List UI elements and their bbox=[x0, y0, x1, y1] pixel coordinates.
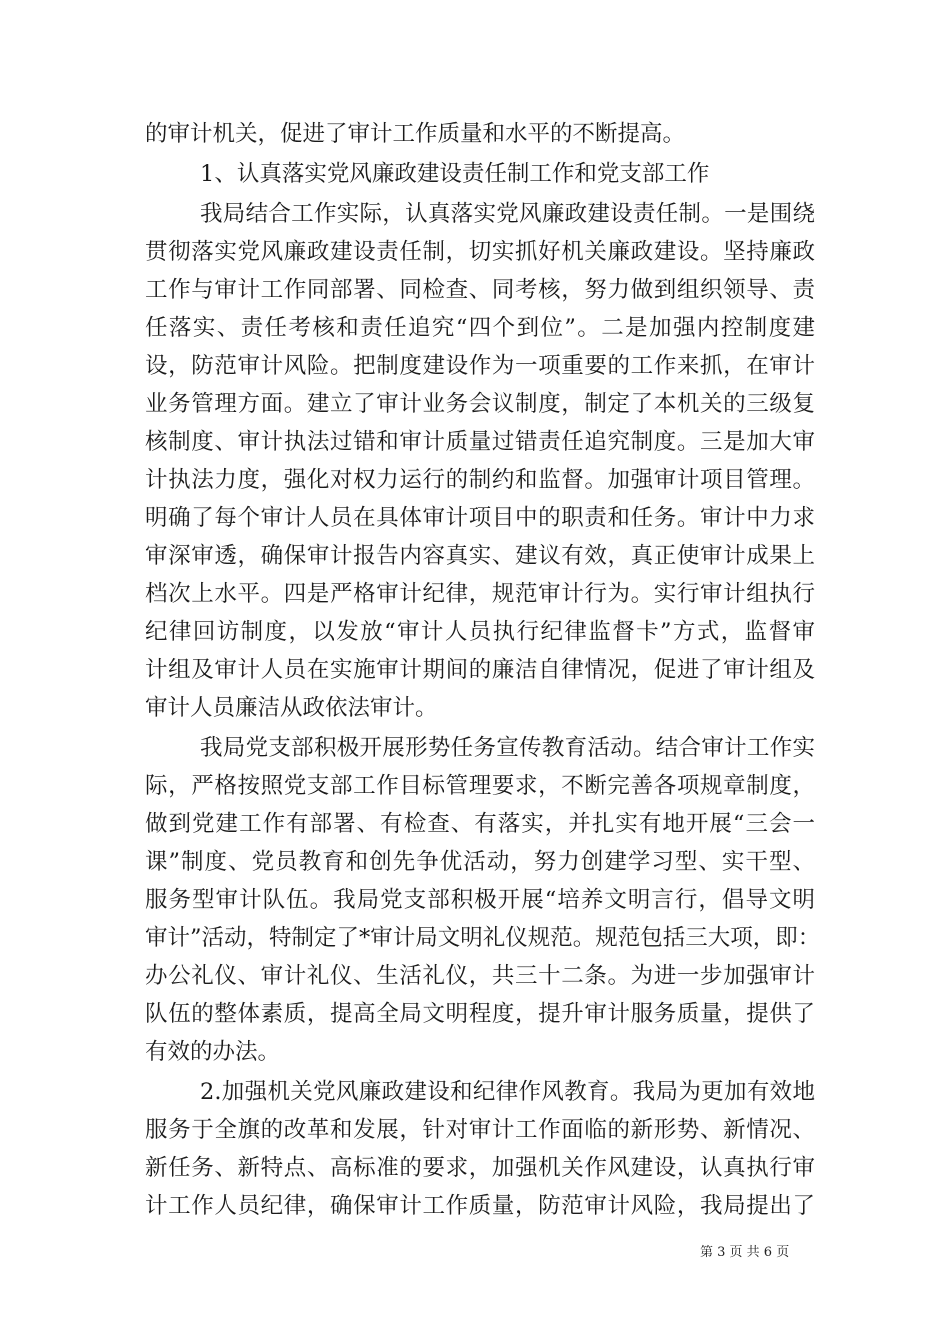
text-line: 纪律回访制度，以发放“审计人员执行纪律监督卡”方式，监督审 bbox=[145, 619, 815, 645]
text-line: 际，严格按照党支部工作目标管理要求，不断完善各项规章制度， bbox=[145, 773, 815, 799]
text-line: 档次上水平。四是严格审计纪律，规范审计行为。实行审计组执行 bbox=[145, 581, 815, 607]
text-line: 审计”活动，特制定了*审计局文明礼仪规范。规范包括三大项，即： bbox=[145, 925, 821, 951]
page-number: 第 3 页 共 6 页 bbox=[700, 1245, 790, 1260]
text-line: 工作与审计工作同部署、同检查、同考核，努力做到组织领导、责 bbox=[145, 277, 815, 303]
text-line: 核制度、审计执法过错和审计质量过错责任追究制度。三是加大审 bbox=[145, 429, 815, 455]
text-line: 办公礼仪、审计礼仪、生活礼仪，共三十二条。为进一步加强审计 bbox=[145, 963, 815, 989]
text-line: 明确了每个审计人员在具体审计项目中的职责和任务。审计中力求 bbox=[145, 505, 815, 531]
text-line: 服务型审计队伍。我局党支部积极开展“培养文明言行，倡导文明 bbox=[145, 887, 815, 913]
text-line: 2.加强机关党风廉政建设和纪律作风教育。我局为更加有效地 bbox=[200, 1079, 815, 1105]
text-line: 贯彻落实党风廉政建设责任制，切实抓好机关廉政建设。坚持廉政 bbox=[145, 239, 815, 265]
section-heading: 1、认真落实党风廉政建设责任制工作和党支部工作 bbox=[200, 161, 710, 187]
text-line: 任落实、责任考核和责任追究“四个到位”。二是加强内控制度建 bbox=[145, 315, 815, 341]
text-line: 审计人员廉洁从政依法审计。 bbox=[145, 695, 438, 721]
text-line: 业务管理方面。建立了审计业务会议制度，制定了本机关的三级复 bbox=[145, 391, 815, 417]
text-line: 有效的办法。 bbox=[145, 1039, 281, 1065]
text-line: 计工作人员纪律，确保审计工作质量，防范审计风险，我局提出了 bbox=[145, 1193, 815, 1219]
text-line: 审深审透，确保审计报告内容真实、建议有效，真正使审计成果上 bbox=[145, 543, 815, 569]
text-line: 服务于全旗的改革和发展，针对审计工作面临的新形势、新情况、 bbox=[145, 1117, 815, 1143]
text-line: 计组及审计人员在实施审计期间的廉洁自律情况，促进了审计组及 bbox=[145, 657, 815, 683]
text-line: 课”制度、党员教育和创先争优活动，努力创建学习型、实干型、 bbox=[145, 849, 815, 875]
text-line: 设，防范审计风险。把制度建设作为一项重要的工作来抓，在审计 bbox=[145, 353, 815, 379]
text-line: 做到党建工作有部署、有检查、有落实，并扎实有地开展“三会一 bbox=[145, 811, 815, 837]
text-line: 我局结合工作实际，认真落实党风廉政建设责任制。一是围绕 bbox=[200, 201, 815, 227]
text-line: 新任务、新特点、高标准的要求，加强机关作风建设，认真执行审 bbox=[145, 1155, 815, 1181]
text-line: 计执法力度，强化对权力运行的制约和监督。加强审计项目管理。 bbox=[145, 467, 815, 493]
text-line: 我局党支部积极开展形势任务宣传教育活动。结合审计工作实 bbox=[200, 735, 815, 761]
text-line: 队伍的整体素质，提高全局文明程度，提升审计服务质量，提供了 bbox=[145, 1001, 815, 1027]
text-line: 的审计机关，促进了审计工作质量和水平的不断提高。 bbox=[145, 121, 686, 147]
